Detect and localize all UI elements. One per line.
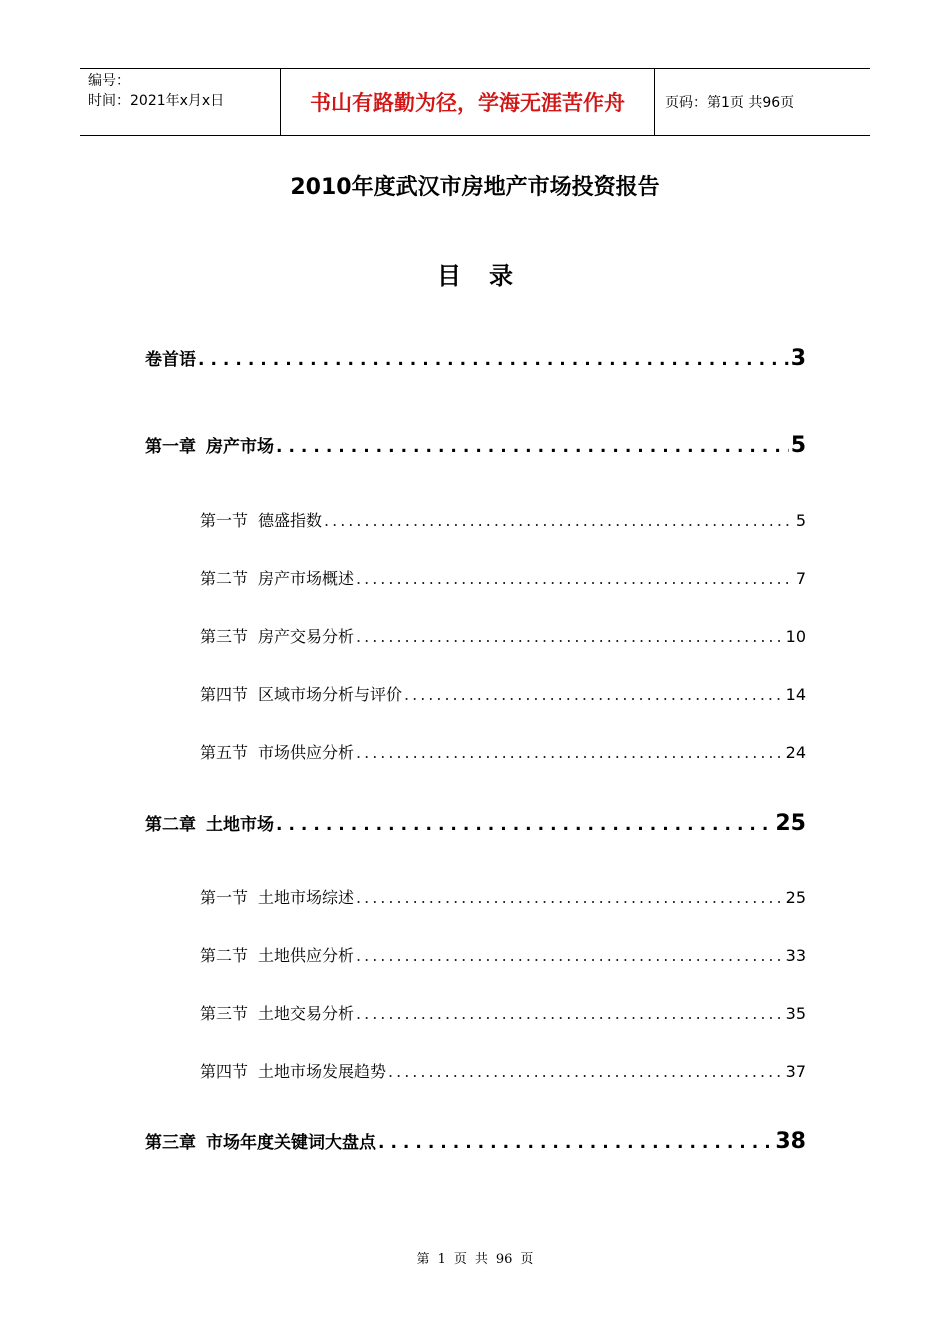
toc-entry-section[interactable]	[200, 885, 806, 908]
footer-total-pages: 96	[495, 1252, 513, 1267]
toc-entry-section[interactable]	[200, 1059, 806, 1082]
page-footer	[0, 1248, 950, 1267]
toc-leader-dots	[404, 685, 784, 704]
toc-entry-page: 7	[795, 569, 806, 588]
document-number-label: 编号：	[88, 73, 130, 89]
toc-entry-label: 土地市场发展趋势	[258, 1062, 387, 1081]
header-motto: 书山有路勤为径，学海无涯苦作舟	[281, 69, 655, 135]
toc-entry-section[interactable]	[200, 1001, 806, 1024]
toc-entry-chapter[interactable]	[145, 810, 806, 836]
toc-entry-label: 卷首语	[145, 350, 196, 370]
toc-entry-label: 土地交易分析	[258, 1004, 355, 1023]
toc-leader-dots	[276, 437, 789, 457]
toc-entry-label: 房产交易分析	[258, 627, 355, 646]
toc-entry-number: 第三节	[200, 1004, 249, 1023]
toc-leader-dots	[356, 888, 784, 907]
toc-entry-section[interactable]	[200, 624, 806, 647]
toc-entry-page: 24	[785, 743, 806, 762]
toc-entry-section[interactable]	[200, 740, 806, 763]
toc-entry-number: 第四节	[200, 1062, 249, 1081]
header-meta	[80, 69, 281, 135]
toc-entry-page: 33	[785, 946, 806, 965]
toc-entry-number: 第三节	[200, 627, 249, 646]
toc-entry-page: 14	[785, 685, 806, 704]
footer-page-number: 1	[437, 1252, 446, 1267]
toc-entry-section[interactable]	[200, 682, 806, 705]
toc-leader-dots	[356, 946, 784, 965]
toc-entry-page: 10	[785, 627, 806, 646]
toc-entry-label: 土地供应分析	[258, 946, 355, 965]
toc-entry-page: 37	[785, 1062, 806, 1081]
toc-entry-page: 5	[795, 511, 806, 530]
toc-entry-page: 3	[790, 346, 806, 371]
toc-entry-page: 35	[785, 1004, 806, 1023]
toc-entry-number: 第一节	[200, 511, 249, 530]
footer-text: 第	[416, 1252, 430, 1267]
toc-entry-number: 第二章	[145, 815, 196, 835]
toc-entry-page: 5	[790, 433, 806, 458]
toc-entry-label: 市场年度关键词大盘点	[206, 1133, 376, 1153]
toc-entry-number: 第四节	[200, 685, 249, 704]
toc-leader-dots	[378, 1133, 773, 1153]
header-page-info: 页码：第1页 共96页	[665, 95, 795, 111]
toc-entry-label: 房产市场	[206, 437, 274, 457]
toc-entry-section[interactable]	[200, 566, 806, 589]
footer-text: 页	[453, 1252, 467, 1267]
toc-entry-label: 德盛指数	[258, 511, 323, 530]
toc-entry-number: 第一节	[200, 888, 249, 907]
toc-entry-number: 第五节	[200, 743, 249, 762]
page-header	[80, 68, 870, 136]
document-title: 2010年度武汉市房地产市场投资报告	[290, 175, 660, 200]
toc-heading: 目录	[437, 262, 541, 290]
toc-entry-number: 第一章	[145, 437, 196, 457]
toc-leader-dots	[356, 627, 784, 646]
toc-entry-section[interactable]	[200, 508, 806, 531]
toc-leader-dots	[356, 569, 794, 588]
toc-entry-section[interactable]	[200, 943, 806, 966]
toc-entry-number: 第二节	[200, 946, 249, 965]
toc-entry-page: 25	[785, 888, 806, 907]
toc-entry-preface[interactable]	[145, 345, 806, 371]
toc-entry-chapter[interactable]	[145, 1128, 806, 1154]
toc-entry-page: 38	[775, 1129, 806, 1154]
document-date: 时间：2021年x月x日	[88, 93, 225, 109]
toc-entry-label: 市场供应分析	[258, 743, 355, 762]
toc-entry-number: 第三章	[145, 1133, 196, 1153]
toc-entry-label: 土地市场综述	[258, 888, 355, 907]
toc-leader-dots	[388, 1062, 784, 1081]
toc-entry-chapter[interactable]	[145, 432, 806, 458]
toc-leader-dots	[356, 743, 784, 762]
toc-entry-page: 25	[775, 811, 806, 836]
toc-entry-number: 第二节	[200, 569, 249, 588]
toc-leader-dots	[198, 350, 789, 370]
footer-text: 页	[520, 1252, 534, 1267]
toc-leader-dots	[324, 511, 794, 530]
toc-entry-label: 房产市场概述	[258, 569, 355, 588]
toc-entry-label: 土地市场	[206, 815, 274, 835]
toc-leader-dots	[276, 815, 773, 835]
footer-text: 共	[474, 1252, 488, 1267]
toc-leader-dots	[356, 1004, 784, 1023]
toc-entry-label: 区域市场分析与评价	[258, 685, 403, 704]
